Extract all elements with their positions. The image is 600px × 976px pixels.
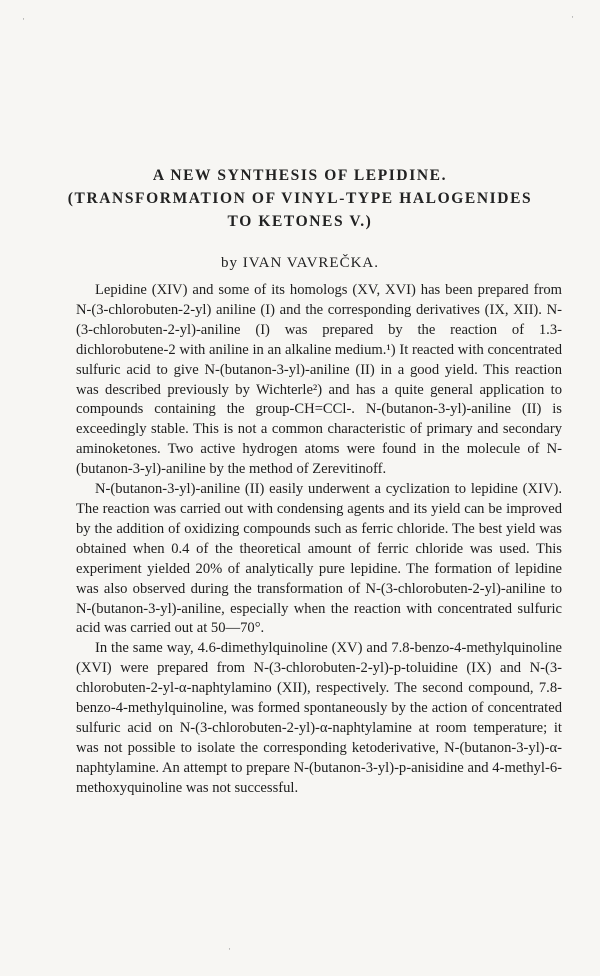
paragraph-3: In the same way, 4.6-dimethylquinoline (XV) and 7.8-benzo-4-methylquinoline (XVI) were prepared from N-(3-chlorobuten-2-yl)-p-toluidine (IX) and N-(3-chlorobuten-2-yl-α-naphtylamino (XII), respectively. The second compound, 7.8-benzo-4-methylquinoline, was formed spontaneously by the action of concentrated sulfuric acid on N-(3-chlorobuten-2-yl)-α-naphtylamine at room temperature; it was not possible to isolate the corresponding ketoderivative, N-(butanon-3-yl)-α-naphtylamine. An attempt to prepare N-(butanon-3-yl)-p-anisidine and 4-methyl-6-methoxyquinoline was not successful. [76, 640, 562, 796]
scan-speck: · [228, 944, 231, 954]
scan-speck: · [22, 14, 25, 24]
title-line-1: A NEW SYNTHESIS OF LEPIDINE. [152, 167, 448, 184]
scan-speck: · [571, 12, 574, 22]
title-line-2: (TRANSFORMATION OF VINYL-TYPE HALOGENIDES [67, 190, 533, 207]
paragraph-2: N-(butanon-3-yl)-aniline (II) easily underwent a cyclization to lepidine (XIV). The reaction was carried out with condensing agents and its yield can be improved by the addition of oxidizing compounds such as ferric chloride. The best yield was obtained when 0.4 of the theoretical amount of ferric chloride was used. This experiment yielded 20% of analytically pure lepidine. The formation of lepidine was also observed during the transformation of N-(3-chlorobuten-2-yl)-aniline to N-(butanon-3-yl)-aniline, especially when the reaction with concentrated sulfuric acid was carried out at 50—70°. [76, 481, 562, 637]
author-byline: by IVAN VAVREČKA. [220, 255, 379, 271]
article-title [0, 164, 600, 233]
article-body [76, 281, 562, 799]
title-line-3: TO KETONES V.) [227, 213, 373, 230]
paragraph-1: Lepidine (XIV) and some of its homologs (XV, XVI) has been prepared from N-(3-chlorobuten-2-yl) aniline (I) and the corresponding derivatives (IX, XII). N-(3-chlorobuten-2-yl)-aniline (I) was prepared by the reaction of 1.3-dichlorobutene-2 with aniline in an alkaline medium.¹) It reacted with concentrated sulfuric acid to give N-(butanon-3-yl)-aniline (II) in a good yield. This reaction was described previously by Wichterle²) and has a quite general application to compounds containing the group-CH=CCl-. N-(butanon-3-yl)-aniline (II) is exceedingly stable. This is not a common characteristic of primary and secondary aminoketones. Two active hydrogen atoms were found in the molecule of N-(butanon-3-yl)-aniline by the method of Zerevitinoff. [76, 282, 562, 478]
